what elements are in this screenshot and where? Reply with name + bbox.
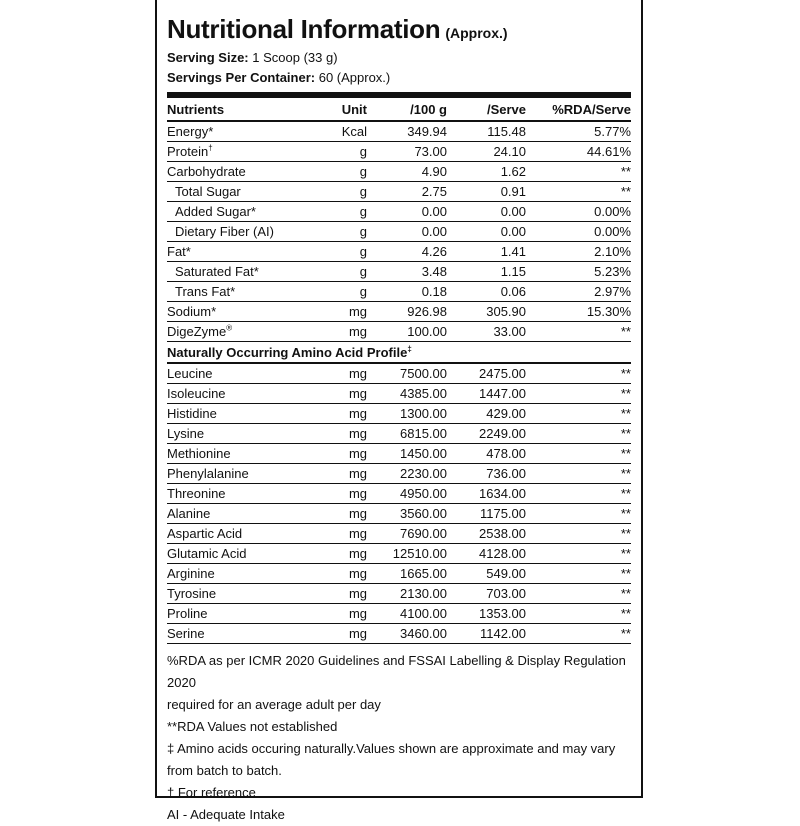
- per-serve-cell: 1353.00: [447, 604, 526, 624]
- table-row: [167, 504, 631, 524]
- rda-note-line2: required for an average adult per day: [167, 697, 381, 712]
- per-serve-cell: 0.00: [447, 202, 526, 222]
- rda-cell: 2.10%: [526, 242, 631, 262]
- per-100g-cell: 4385.00: [367, 384, 447, 404]
- per-100g-cell: 349.94: [367, 121, 447, 142]
- footnote-mark: ‡: [407, 344, 412, 354]
- per-serve-cell: 0.91: [447, 182, 526, 202]
- per-serve-cell: 1.62: [447, 162, 526, 182]
- rda-cell: 5.23%: [526, 262, 631, 282]
- column-header-per-serve: /Serve: [447, 98, 526, 121]
- nutrient-name: Added Sugar*: [167, 202, 315, 222]
- per-serve-cell: 1.41: [447, 242, 526, 262]
- per-serve-cell: 1634.00: [447, 484, 526, 504]
- per-serve-cell: 478.00: [447, 444, 526, 464]
- column-header-nutrients: Nutrients: [167, 98, 315, 121]
- unit-cell: mg: [315, 544, 367, 564]
- per-100g-cell: 0.00: [367, 222, 447, 242]
- nutrient-name: Fat*: [167, 242, 315, 262]
- nutrient-name: Dietary Fiber (AI): [167, 222, 315, 242]
- table-row: [167, 262, 631, 282]
- rda-cell: 0.00%: [526, 222, 631, 242]
- per-100g-cell: 926.98: [367, 302, 447, 322]
- table-row: [167, 624, 631, 644]
- nutrient-name: DigeZyme®: [167, 322, 315, 342]
- serving-size-label: Serving Size:: [167, 50, 249, 65]
- nutrient-name: Aspartic Acid: [167, 524, 315, 544]
- nutrient-name: Trans Fat*: [167, 282, 315, 302]
- per-100g-cell: 4.90: [367, 162, 447, 182]
- table-row: [167, 182, 631, 202]
- nutrition-table: [167, 98, 631, 644]
- unit-cell: mg: [315, 464, 367, 484]
- nutrient-name: Proline: [167, 604, 315, 624]
- table-row: [167, 464, 631, 484]
- nutrient-name: Serine: [167, 624, 315, 644]
- unit-cell: mg: [315, 363, 367, 384]
- nutrition-panel: [155, 0, 643, 822]
- rda-cell: **: [526, 424, 631, 444]
- per-serve-cell: 115.48: [447, 121, 526, 142]
- unit-cell: mg: [315, 624, 367, 644]
- per-serve-cell: 429.00: [447, 404, 526, 424]
- nutrient-name: Threonine: [167, 484, 315, 504]
- reference-note: † For reference: [167, 785, 256, 800]
- nutrient-name: Arginine: [167, 564, 315, 584]
- per-100g-cell: 4.26: [367, 242, 447, 262]
- table-row: [167, 444, 631, 464]
- serving-size: [167, 48, 631, 68]
- per-serve-cell: 1.15: [447, 262, 526, 282]
- nutrient-name: Lysine: [167, 424, 315, 444]
- per-serve-cell: 2538.00: [447, 524, 526, 544]
- servings-label: Servings Per Container:: [167, 70, 316, 85]
- rda-cell: **: [526, 444, 631, 464]
- footnote-mark: †: [208, 143, 213, 153]
- unit-cell: mg: [315, 322, 367, 342]
- nutrient-name: Tyrosine: [167, 584, 315, 604]
- per-serve-cell: 4128.00: [447, 544, 526, 564]
- rda-cell: **: [526, 624, 631, 644]
- column-header-per-100g: /100 g: [367, 98, 447, 121]
- servings-value: 60 (Approx.): [315, 70, 391, 85]
- unit-cell: g: [315, 242, 367, 262]
- nutrient-name: Total Sugar: [167, 182, 315, 202]
- rda-cell: **: [526, 404, 631, 424]
- rda-cell: **: [526, 162, 631, 182]
- per-100g-cell: 3460.00: [367, 624, 447, 644]
- nutrient-name: Alanine: [167, 504, 315, 524]
- per-serve-cell: 703.00: [447, 584, 526, 604]
- amino-note-line1: ‡ Amino acids occuring naturally.Values shown are approximate and may vary: [167, 741, 616, 756]
- rda-cell: **: [526, 504, 631, 524]
- table-row: [167, 121, 631, 142]
- footnote-mark: ®: [226, 323, 233, 333]
- per-100g-cell: 7500.00: [367, 363, 447, 384]
- rda-cell: **: [526, 524, 631, 544]
- per-serve-cell: 736.00: [447, 464, 526, 484]
- rda-cell: **: [526, 322, 631, 342]
- table-row: [167, 604, 631, 624]
- per-100g-cell: 1665.00: [367, 564, 447, 584]
- table-row: [167, 484, 631, 504]
- rda-cell: **: [526, 484, 631, 504]
- unit-cell: mg: [315, 404, 367, 424]
- table-row: [167, 302, 631, 322]
- table-row: [167, 404, 631, 424]
- amino-section-title: Naturally Occurring Amino Acid Profile‡: [167, 342, 631, 364]
- unit-cell: mg: [315, 564, 367, 584]
- per-100g-cell: 2.75: [367, 182, 447, 202]
- rda-cell: **: [526, 464, 631, 484]
- rda-cell: **: [526, 363, 631, 384]
- table-row: [167, 162, 631, 182]
- unit-cell: mg: [315, 524, 367, 544]
- nutrient-name: Histidine: [167, 404, 315, 424]
- table-row: [167, 424, 631, 444]
- per-100g-cell: 1450.00: [367, 444, 447, 464]
- per-100g-cell: 73.00: [367, 142, 447, 162]
- table-row: [167, 322, 631, 342]
- table-row: [167, 544, 631, 564]
- per-100g-cell: 1300.00: [367, 404, 447, 424]
- rda-cell: 5.77%: [526, 121, 631, 142]
- per-100g-cell: 4950.00: [367, 484, 447, 504]
- per-serve-cell: 2249.00: [447, 424, 526, 444]
- unit-cell: g: [315, 182, 367, 202]
- nutrient-name: Glutamic Acid: [167, 544, 315, 564]
- rda-cell: **: [526, 564, 631, 584]
- per-100g-cell: 4100.00: [367, 604, 447, 624]
- per-100g-cell: 0.18: [367, 282, 447, 302]
- nutrient-name: Protein†: [167, 142, 315, 162]
- nutrient-name: Isoleucine: [167, 384, 315, 404]
- panel-title: Nutritional Information: [167, 14, 441, 44]
- table-row: [167, 282, 631, 302]
- rda-not-established-note: **RDA Values not established: [167, 719, 338, 734]
- nutrient-name: Methionine: [167, 444, 315, 464]
- table-row: [167, 242, 631, 262]
- per-serve-cell: 24.10: [447, 142, 526, 162]
- unit-cell: g: [315, 262, 367, 282]
- unit-cell: mg: [315, 302, 367, 322]
- unit-cell: g: [315, 162, 367, 182]
- per-serve-cell: 0.00: [447, 222, 526, 242]
- table-row: [167, 384, 631, 404]
- amino-rows: [167, 363, 631, 644]
- serving-size-value: 1 Scoop (33 g): [248, 50, 338, 65]
- rda-cell: 0.00%: [526, 202, 631, 222]
- amino-note-line2: from batch to batch.: [167, 763, 282, 778]
- nutrient-name: Leucine: [167, 363, 315, 384]
- per-serve-cell: 1142.00: [447, 624, 526, 644]
- unit-cell: mg: [315, 584, 367, 604]
- nutrient-name: Carbohydrate: [167, 162, 315, 182]
- rda-note-line1: %RDA as per ICMR 2020 Guidelines and FSSAI Labelling & Display Regulation 2020: [167, 653, 626, 690]
- rda-cell: **: [526, 384, 631, 404]
- rda-cell: **: [526, 182, 631, 202]
- table-row: [167, 363, 631, 384]
- nutrient-name: Energy*: [167, 121, 315, 142]
- nutrient-rows: [167, 121, 631, 342]
- approx-label: (Approx.): [445, 25, 508, 41]
- rda-cell: **: [526, 584, 631, 604]
- servings-per-container: [167, 68, 631, 88]
- per-100g-cell: 7690.00: [367, 524, 447, 544]
- rda-cell: 15.30%: [526, 302, 631, 322]
- per-100g-cell: 3560.00: [367, 504, 447, 524]
- per-100g-cell: 0.00: [367, 202, 447, 222]
- rda-cell: 2.97%: [526, 282, 631, 302]
- rda-cell: 44.61%: [526, 142, 631, 162]
- ai-note: AI - Adequate Intake: [167, 807, 285, 822]
- per-100g-cell: 6815.00: [367, 424, 447, 444]
- per-100g-cell: 2230.00: [367, 464, 447, 484]
- table-row: [167, 584, 631, 604]
- table-header-row: [167, 98, 631, 121]
- unit-cell: mg: [315, 484, 367, 504]
- table-row: [167, 564, 631, 584]
- per-serve-cell: 305.90: [447, 302, 526, 322]
- rda-cell: **: [526, 604, 631, 624]
- per-serve-cell: 0.06: [447, 282, 526, 302]
- per-serve-cell: 1175.00: [447, 504, 526, 524]
- table-row: [167, 222, 631, 242]
- column-header-rda: %RDA/Serve: [526, 98, 631, 121]
- per-serve-cell: 549.00: [447, 564, 526, 584]
- amino-section-row: [167, 342, 631, 364]
- unit-cell: g: [315, 222, 367, 242]
- nutrient-name: Sodium*: [167, 302, 315, 322]
- per-serve-cell: 33.00: [447, 322, 526, 342]
- table-row: [167, 142, 631, 162]
- nutrient-name: Saturated Fat*: [167, 262, 315, 282]
- column-header-unit: Unit: [315, 98, 367, 121]
- per-100g-cell: 3.48: [367, 262, 447, 282]
- table-row: [167, 524, 631, 544]
- unit-cell: g: [315, 142, 367, 162]
- per-serve-cell: 1447.00: [447, 384, 526, 404]
- table-row: [167, 202, 631, 222]
- unit-cell: mg: [315, 504, 367, 524]
- per-serve-cell: 2475.00: [447, 363, 526, 384]
- unit-cell: mg: [315, 444, 367, 464]
- unit-cell: g: [315, 282, 367, 302]
- per-100g-cell: 2130.00: [367, 584, 447, 604]
- unit-cell: Kcal: [315, 121, 367, 142]
- per-100g-cell: 100.00: [367, 322, 447, 342]
- unit-cell: mg: [315, 424, 367, 444]
- unit-cell: g: [315, 202, 367, 222]
- unit-cell: mg: [315, 604, 367, 624]
- title-line: [167, 14, 631, 48]
- per-100g-cell: 12510.00: [367, 544, 447, 564]
- nutrient-name: Phenylalanine: [167, 464, 315, 484]
- unit-cell: mg: [315, 384, 367, 404]
- rda-cell: **: [526, 544, 631, 564]
